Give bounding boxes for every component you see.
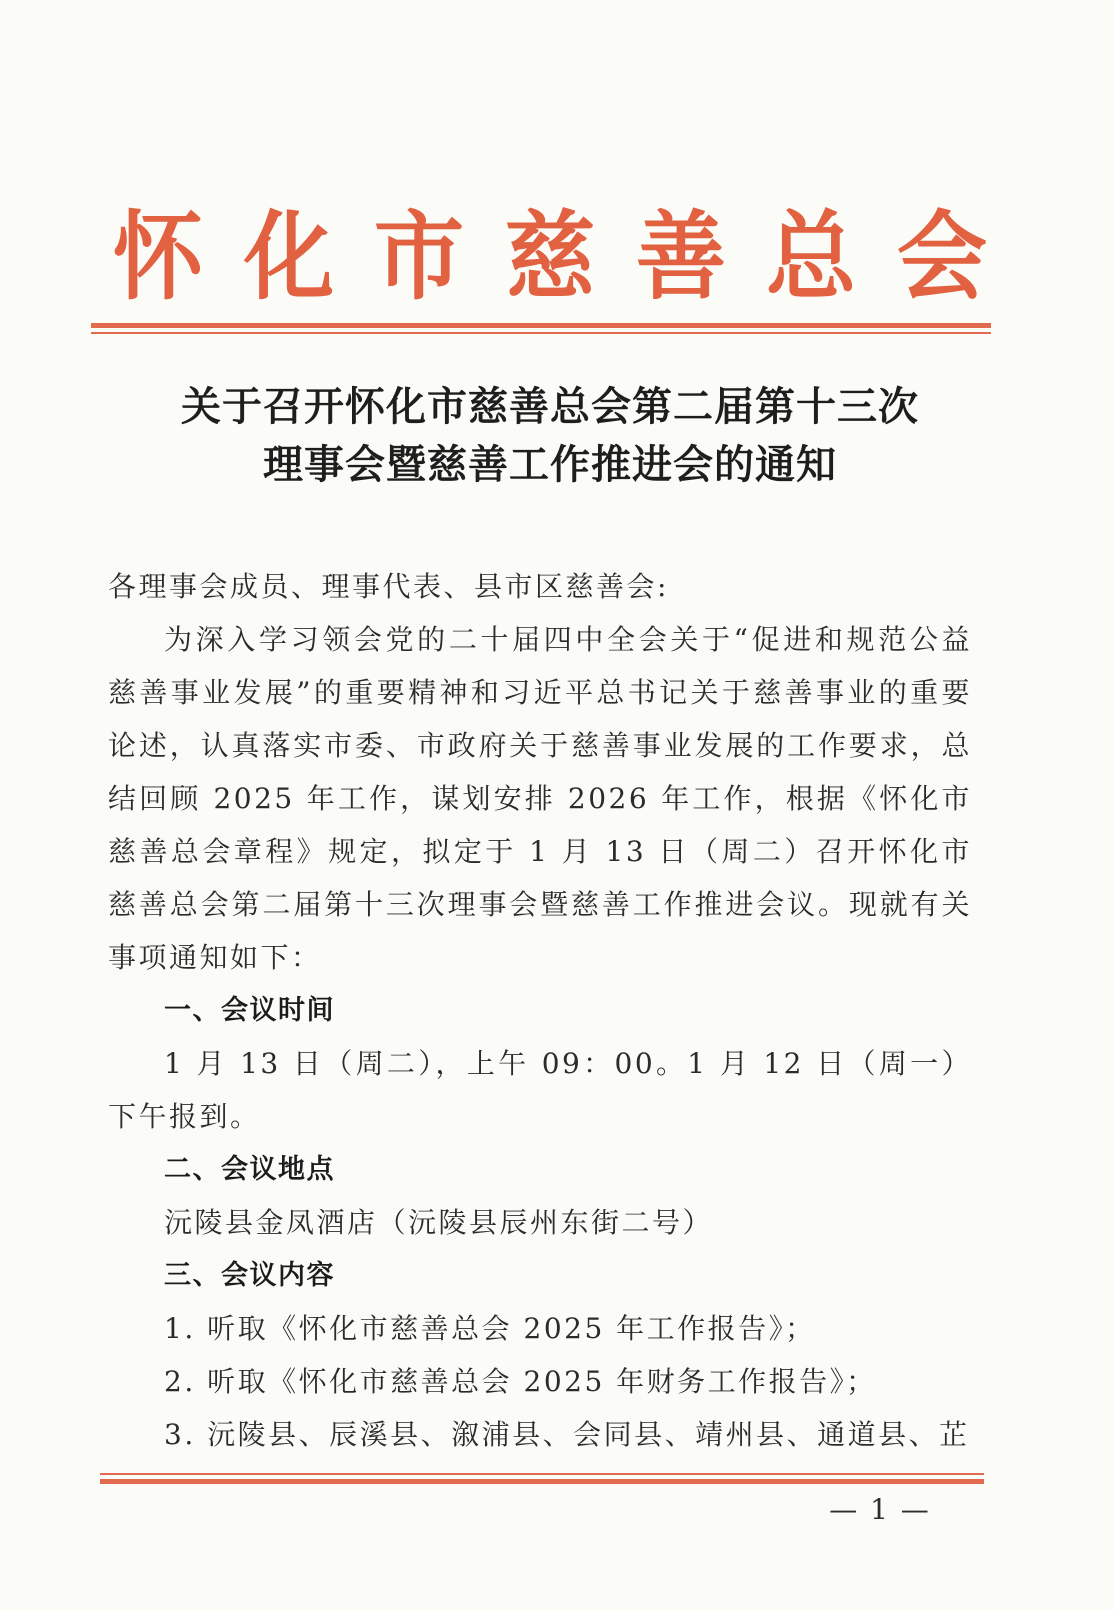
content-item-3: 3. 沅陵县、辰溪县、溆浦县、会同县、靖州县、通道县、芷	[164, 1418, 970, 1451]
notice-title	[110, 378, 990, 494]
footer-rule-thin	[100, 1473, 984, 1475]
salutation: 各理事会成员、理事代表、县市区慈善会:	[108, 570, 669, 603]
meeting-time-text: 1 月 13 日（周二），上午 09：00。1 月 12 日（周一）下午报到。	[108, 1047, 972, 1133]
letterhead-char: 化	[243, 200, 334, 313]
letterhead-char: 总	[766, 200, 857, 313]
letterhead-char: 市	[374, 200, 465, 313]
notice-body	[108, 560, 972, 1461]
letterhead-org-name	[110, 192, 990, 322]
content-item-1: 1. 听取《怀化市慈善总会 2025 年工作报告》；	[164, 1312, 816, 1345]
content-item-2: 2. 听取《怀化市慈善总会 2025 年财务工作报告》；	[164, 1365, 877, 1398]
letterhead-char: 怀	[112, 200, 204, 313]
letterhead-char: 会	[896, 200, 988, 313]
section-heading-time: 一、会议时间	[164, 995, 335, 1026]
letterhead-rule-thick	[91, 323, 991, 328]
footer-rule-thick	[100, 1479, 984, 1484]
letterhead-rule-thin	[91, 332, 991, 334]
page-number: — 1 —	[829, 1493, 931, 1526]
letterhead-char: 慈	[504, 200, 596, 313]
notice-title-line-2: 理事会暨慈善工作推进会的通知	[263, 441, 837, 488]
section-heading-location: 二、会议地点	[164, 1154, 335, 1185]
letterhead-char: 善	[635, 200, 726, 313]
notice-title-line-1: 关于召开怀化市慈善总会第二届第十三次	[181, 383, 919, 430]
section-heading-content: 三、会议内容	[164, 1260, 335, 1291]
intro-paragraph: 为深入学习领会党的二十届四中全会关于“促进和规范公益慈善事业发展”的重要精神和习近平总书记关于慈善事业的重要论述，认真落实市委、市政府关于慈善事业发展的工作要求，总结回顾 2025 年工作，谋划安排 2026 年工作，根据《怀化市慈善总会章程》规定，拟定于 1 月 13 日（周二）召开怀化市慈善总会第二届第十三次理事会暨慈善工作推进会议。现就有关事项通知如下：	[108, 623, 972, 974]
meeting-location-text: 沅陵县金凤酒店（沅陵县辰州东街二号）	[164, 1206, 714, 1239]
